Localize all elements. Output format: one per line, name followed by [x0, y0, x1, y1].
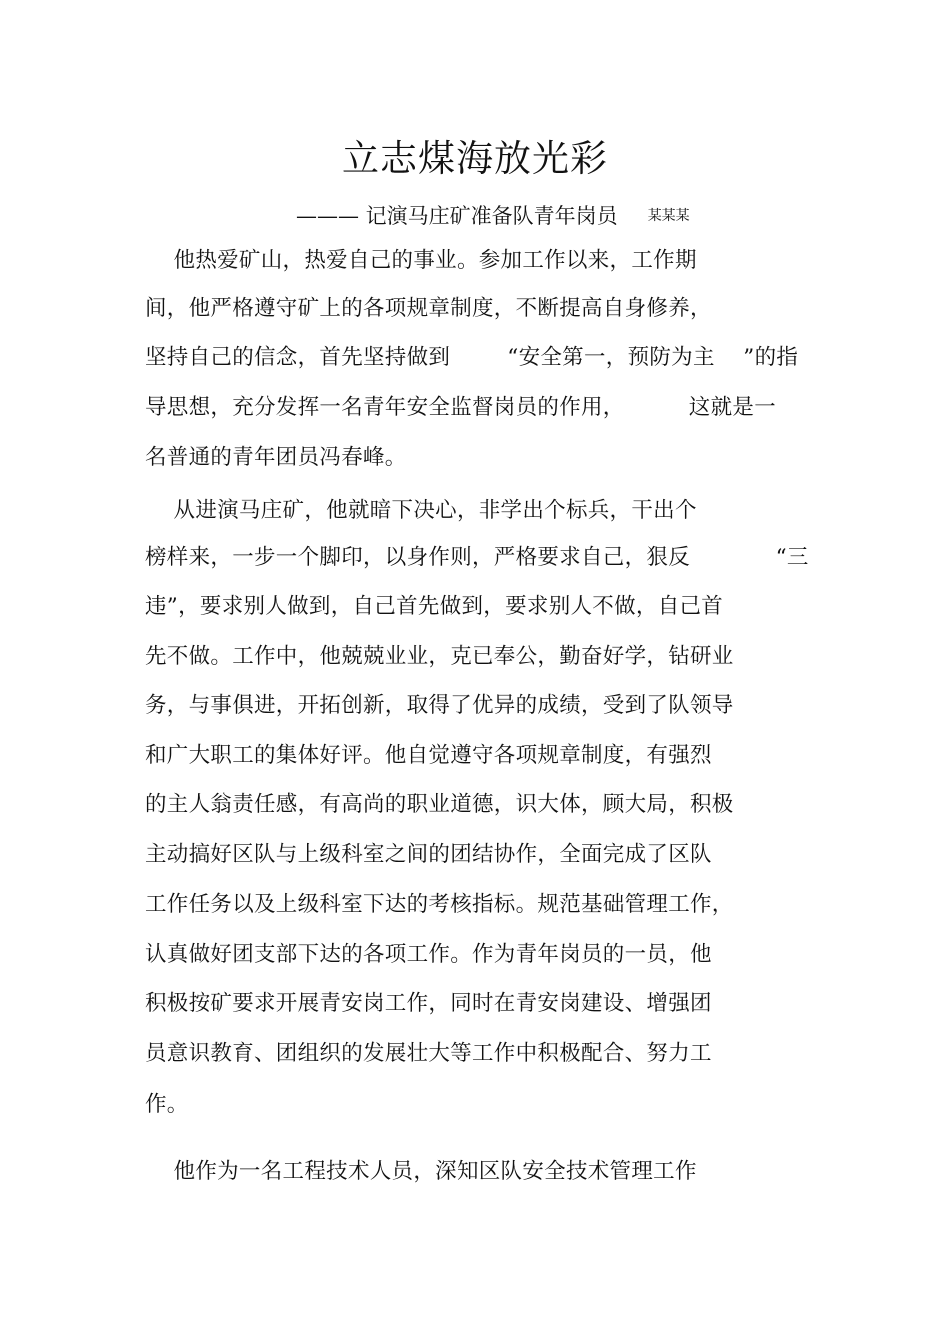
paragraph-line: 员意识教育、团组织的发展壮大等工作中积极配合、努力工 [145, 1041, 712, 1066]
paragraph-line: 的主人翁责任感，有高尚的职业道德，识大体，顾大局，积极 [145, 792, 734, 817]
paragraph-line: 务，与事俱进，开拓创新，取得了优异的成绩，受到了队领导 [145, 693, 734, 718]
paragraph-line: 坚持自己的信念，首先坚持做到 “安全第一，预防为主 ”的指 [145, 345, 799, 370]
paragraph-line: 导思想，充分发挥一名青年安全监督岗员的作用， 这就是一 [145, 395, 777, 420]
paragraph-line: 他热爱矿山，热爱自己的事业。参加工作以来，工作期 [145, 248, 697, 273]
paragraph-line: 认真做好团支部下达的各项工作。作为青年岗员的一员，他 [145, 942, 712, 967]
paragraph-line: 从进演马庄矿，他就暗下决心，非学出个标兵，干出个 [145, 498, 697, 523]
author-name: 某某某 [647, 208, 690, 224]
paragraph-line: 先不做。工作中，他兢兢业业，克已奉公，勤奋好学，钻研业 [145, 644, 734, 669]
paragraph-line: 他作为一名工程技术人员，深知区队安全技术管理工作 [145, 1159, 697, 1184]
paragraph-line: 榜样来，一步一个脚印，以身作则，严格要求自己，狠反 “三 [145, 545, 809, 570]
document-subtitle [296, 200, 690, 230]
paragraph-line: 和广大职工的集体好评。他自觉遵守各项规章制度，有强烈 [145, 743, 712, 768]
subtitle-text: ——— 记演马庄矿准备队青年岗员 [296, 204, 618, 228]
document-title: 立志煤海放光彩 [342, 137, 608, 180]
paragraph-line: 工作任务以及上级科室下达的考核指标。规范基础管理工作， [145, 892, 734, 917]
paragraph-line: 间，他严格遵守矿上的各项规章制度，不断提高自身修养， [145, 296, 712, 321]
paragraph-line: 违”，要求别人做到，自己首先做到，要求别人不做，自己首 [145, 594, 724, 619]
paragraph-line: 作。 [145, 1092, 189, 1117]
paragraph-line: 名普通的青年团员冯春峰。 [145, 445, 407, 470]
paragraph-line: 积极按矿要求开展青安岗工作，同时在青安岗建设、增强团 [145, 991, 712, 1016]
paragraph-line: 主动搞好区队与上级科室之间的团结协作，全面完成了区队 [145, 842, 712, 867]
